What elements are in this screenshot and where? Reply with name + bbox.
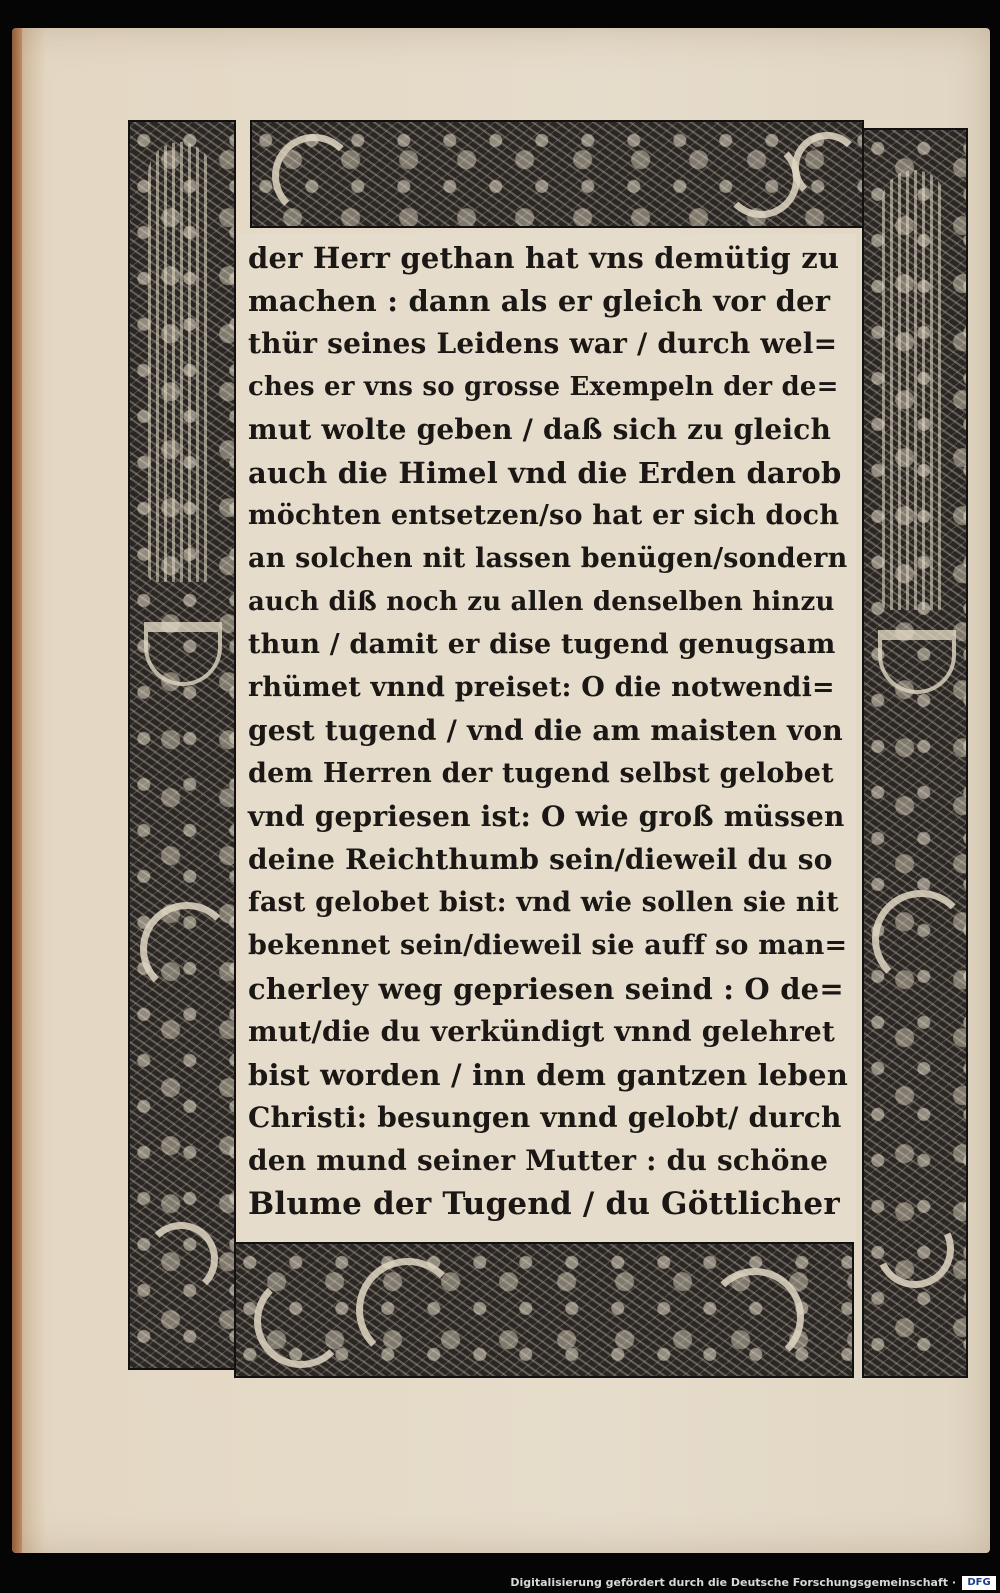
text-line: ches er vns so grosse Exempeln der de= — [248, 372, 839, 402]
text-line: auch die Himel vnd die Erden darob — [248, 456, 842, 490]
text-line: thür seines Leidens war / durch wel= — [248, 327, 838, 360]
text-line: Christi: besungen vnnd gelobt/ durch — [248, 1101, 842, 1134]
dfg-logo: DFG — [962, 1576, 996, 1590]
text-line: deine Reichthumb sein/dieweil du so — [248, 843, 833, 876]
text-line: mut/die du verkündigt vnnd gelehret — [248, 1015, 836, 1048]
text-line: vnd gepriesen ist: O wie groß müssen — [248, 800, 845, 833]
text-block — [240, 234, 856, 1242]
text-line: machen : dann als er gleich vor der — [248, 284, 831, 318]
text-line: mut wolte geben / daß sich zu gleich — [248, 413, 832, 446]
text-line: fast gelobet bist: vnd wie sollen sie nit — [248, 887, 839, 918]
text-line: thun / damit er dise tugend genugsam — [248, 629, 836, 660]
book-page — [12, 28, 990, 1553]
woodcut-border-top — [250, 120, 864, 228]
woodcut-border-left — [128, 120, 236, 1370]
woodcut-border-right — [862, 128, 968, 1378]
text-line: der Herr gethan hat vns demütig zu — [248, 241, 840, 275]
text-line: möchten entsetzen/so hat er sich doch — [248, 500, 840, 531]
text-line: cherley weg gepriesen seind : O de= — [248, 972, 844, 1006]
text-line: rhümet vnnd preiset: O die notwendi= — [248, 672, 835, 703]
text-line: auch diß noch zu allen denselben hinzu — [248, 587, 835, 617]
text-line: bist worden / inn dem gantzen leben — [248, 1058, 849, 1092]
text-line: gest tugend / vnd die am maisten von — [248, 714, 843, 747]
text-line: Blume der Tugend / du Göttlicher — [248, 1186, 840, 1222]
text-line: an solchen nit lassen benügen/sondern — [248, 543, 848, 574]
text-line: den mund seiner Mutter : du schöne — [248, 1144, 829, 1177]
text-line: bekennet sein/dieweil sie auff so man= — [248, 930, 848, 961]
woodcut-border-bottom — [234, 1242, 854, 1378]
digitization-credit: Digitalisierung gefördert durch die Deutsche Forschungsgemeinschaft · — [510, 1576, 956, 1589]
text-line: dem Herren der tugend selbst gelobet — [248, 758, 834, 789]
